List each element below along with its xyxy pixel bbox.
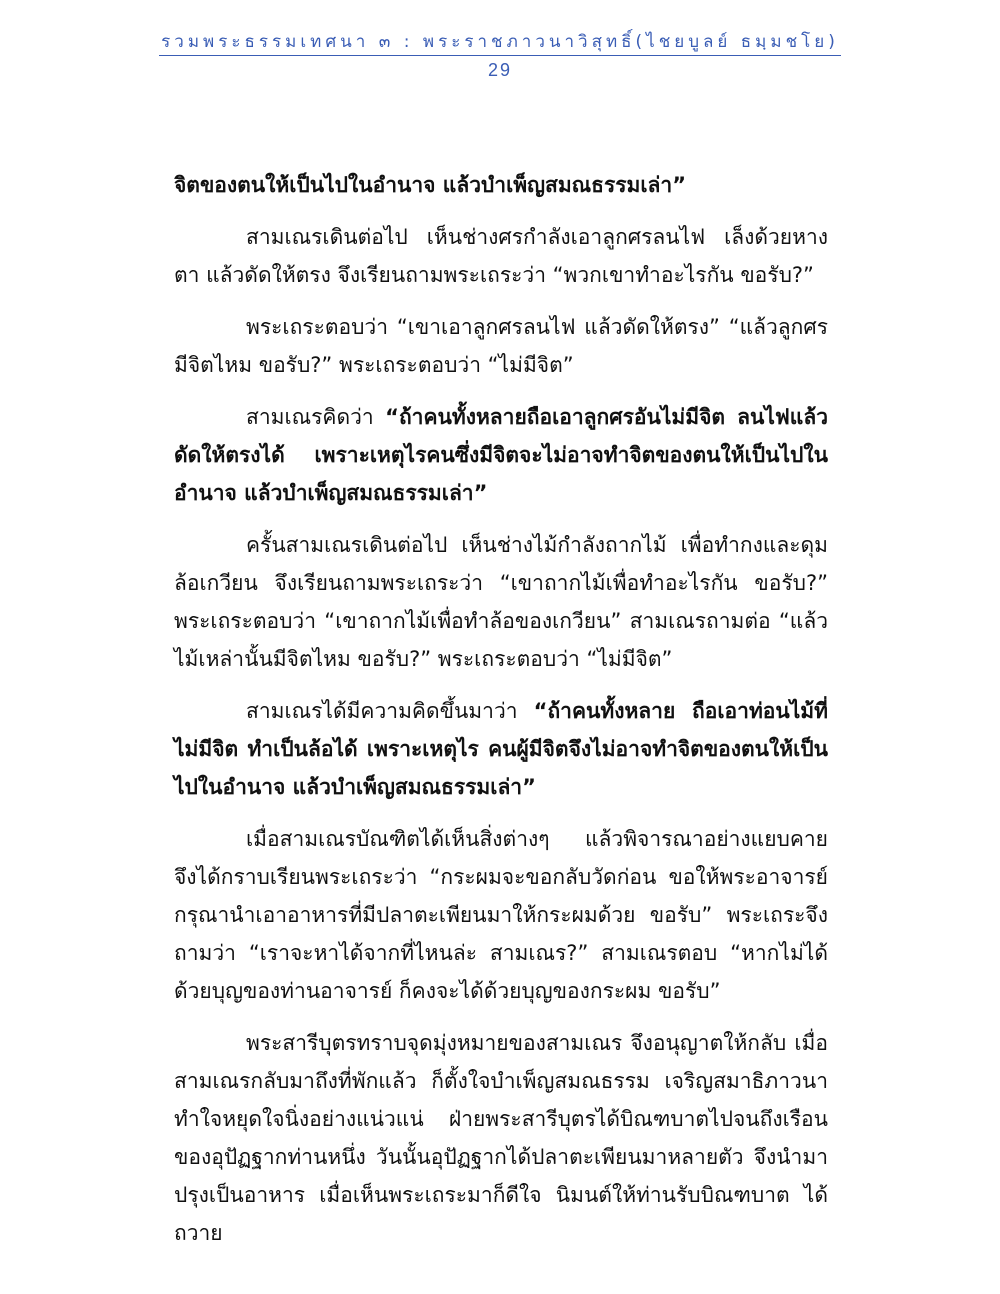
body-text: [174, 166, 828, 1266]
emphasized-quote: “ถ้าคนทั้งหลายถือเอาลูกศรอันไม่มีจิต ลนไฟแล้วดัดให้ตรงได้ เพราะเหตุไรคนซึ่งมีจิตจะไม่อาจทำจิตของตนให้เป็นไปในอำนาจ แล้วบำเพ็ญสมณธรรมเล่า”: [174, 405, 828, 505]
paragraph-1: [174, 166, 828, 204]
paragraph-4: [174, 398, 828, 512]
page-header: [0, 30, 1000, 81]
paragraph-2: [174, 218, 828, 294]
paragraph-8: [174, 1024, 828, 1252]
text-segment: พระเถระตอบว่า “เขาเอาลูกศรลนไฟ แล้วดัดให้ตรง” “แล้วลูกศรมีจิตไหม ขอรับ?” พระเถระตอบว่า “ไม่มีจิต”: [174, 315, 828, 377]
emphasized-quote: “ถ้าคนทั้งหลาย ถือเอาท่อนไม้ที่ไม่มีจิต ทำเป็นล้อได้ เพราะเหตุไร คนผู้มีจิตจึงไม่อาจทำจิตของตนให้เป็นไปในอำนาจ แล้วบำเพ็ญสมณธรรมเล่า”: [174, 699, 828, 799]
paragraph-6: [174, 692, 828, 806]
text-segment: ครั้นสามเณรเดินต่อไป เห็นช่างไม้กำลังถากไม้ เพื่อทำกงและดุมล้อเกวียน จึงเรียนถามพระเถระว่า “เขาถากไม้เพื่อทำอะไรกัน ขอรับ?” พระเถระตอบว่า “เขาถากไม้เพื่อทำล้อของเกวียน” สามเณรถามต่อ “แล้วไม้เหล่านั้นมีจิตไหม ขอรับ?” พระเถระตอบว่า “ไม่มีจิต”: [174, 533, 828, 671]
text-segment: พระสารีบุตรทราบจุดมุ่งหมายของสามเณร จึงอนุญาตให้กลับ เมื่อสามเณรกลับมาถึงที่พักแล้ว ก็ตั้งใจบำเพ็ญสมณธรรม เจริญสมาธิภาวนา ทำใจหยุดใจนิ่งอย่างแน่วแน่ ฝ่ายพระสารีบุตรได้บิณฑบาตไปจนถึงเรือนของอุปัฏฐากท่านหนึ่ง วันนั้นอุปัฏฐากได้ปลาตะเพียนมาหลายตัว จึงนำมาปรุงเป็นอาหาร เมื่อเห็นพระเถระมาก็ดีใจ นิมนต์ให้ท่านรับบิณฑบาต ได้ถวาย: [174, 1031, 828, 1245]
text-segment: เมื่อสามเณรบัณฑิตได้เห็นสิ่งต่างๆ แล้วพิจารณาอย่างแยบคาย จึงได้กราบเรียนพระเถระว่า “กระผมจะขอกลับวัดก่อน ขอให้พระอาจารย์กรุณานำเอาอาหารที่มีปลาตะเพียนมาให้กระผมด้วย ขอรับ” พระเถระจึงถามว่า “เราจะหาได้จากที่ไหนล่ะ สามเณร?” สามเณรตอบ “หากไม่ได้ด้วยบุญของท่านอาจารย์ ก็คงจะได้ด้วยบุญของกระผม ขอรับ”: [174, 827, 828, 1003]
text-segment: สามเณรเดินต่อไป เห็นช่างศรกำลังเอาลูกศรลนไฟ เล็งด้วยหางตา แล้วดัดให้ตรง จึงเรียนถามพระเถระว่า “พวกเขาทำอะไรกัน ขอรับ?”: [174, 225, 828, 287]
paragraph-7: [174, 820, 828, 1010]
paragraph-3: [174, 308, 828, 384]
running-title: รวมพระธรรมเทศนา ๓ : พระราชภาวนาวิสุทธิ์(ไชยบูลย์ ธมฺมชโย): [159, 30, 841, 56]
page-number: 29: [487, 60, 513, 80]
text-segment: จิตของตนให้เป็นไปในอำนาจ แล้วบำเพ็ญสมณธรรมเล่า”: [174, 173, 687, 197]
paragraph-5: [174, 526, 828, 678]
text-segment: สามเณรคิดว่า: [246, 405, 386, 429]
text-segment: สามเณรได้มีความคิดขึ้นมาว่า: [246, 699, 534, 723]
